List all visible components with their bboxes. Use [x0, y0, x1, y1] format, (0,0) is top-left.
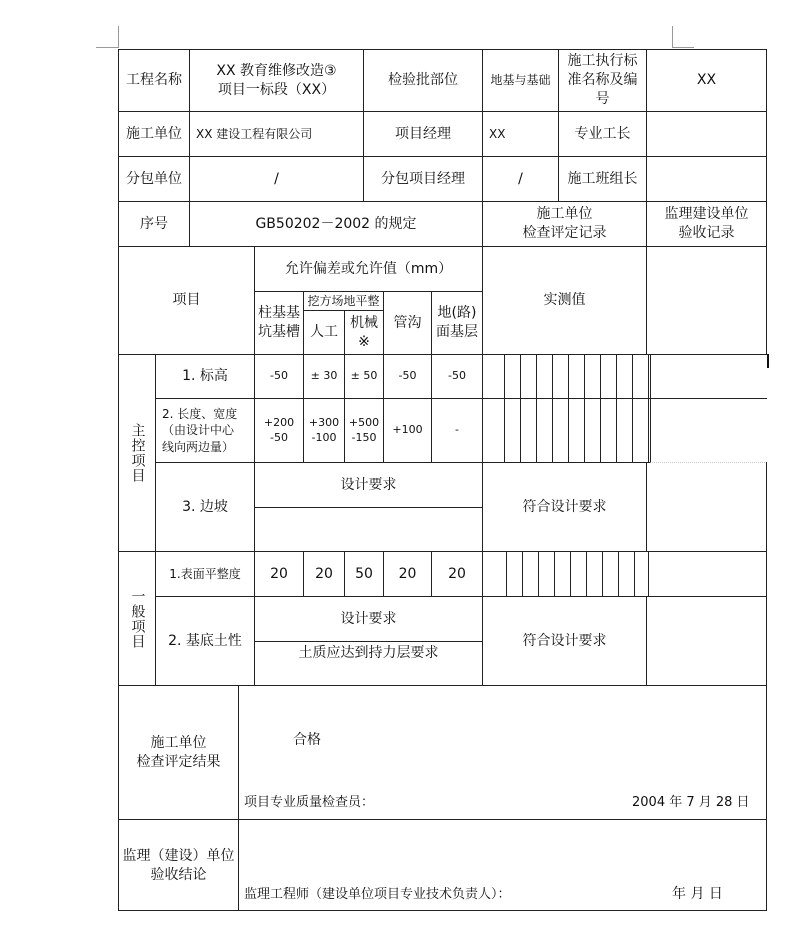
measured-grid-line — [584, 354, 585, 463]
general-items-group-label: 一般项目 — [118, 551, 156, 686]
measured-grid-line — [634, 551, 635, 597]
flatness-accept — [648, 551, 767, 597]
measured-grid-line — [616, 354, 617, 463]
measured-grid-line — [568, 354, 569, 463]
sub-pm-value: / — [482, 156, 559, 202]
flatness-v1: 20 — [254, 551, 304, 597]
length-width-v3: +500 -150 — [344, 398, 384, 463]
flatness-v4: 20 — [383, 551, 432, 597]
slope-requirement: 设计要求 — [254, 462, 483, 508]
measured-grid-line — [618, 551, 619, 597]
crop-mark — [672, 26, 673, 48]
measured-grid-line — [586, 551, 587, 597]
slope-name: 3. 边坡 — [155, 462, 255, 552]
length-width-v5: - — [431, 398, 483, 463]
team-leader-value — [646, 156, 767, 202]
sub-value: / — [189, 156, 364, 202]
measured-grid-line — [538, 551, 539, 597]
measured-grid-line — [554, 551, 555, 597]
foreman-value — [646, 111, 767, 157]
standard-label: 施工执行标 准名称及编 号 — [558, 49, 647, 112]
check-label: 施工单位 检查评定记录 — [482, 201, 647, 247]
main-items-group-label: 主控项目 — [118, 354, 156, 552]
soil-accept — [646, 596, 767, 686]
length-width-v1: +200 -50 — [254, 398, 304, 463]
crop-mark — [96, 47, 118, 48]
standard-value: XX — [646, 49, 767, 112]
crop-mark — [118, 26, 119, 48]
col-manual: 人工 — [303, 310, 345, 355]
result-label: 施工单位 检查评定结果 — [118, 685, 239, 820]
length-width-accept — [650, 398, 767, 463]
measured-grid-line — [536, 354, 537, 463]
inspection-part-value: 地基与基础 — [482, 49, 559, 112]
result-date: 2004 年 7 月 28 日 — [632, 795, 750, 810]
elevation-name: 1. 标高 — [155, 354, 255, 399]
col-road: 地(路) 面基层 — [431, 291, 483, 355]
measured-grid-line — [520, 354, 521, 463]
spec-label: GB50202－2002 的规定 — [189, 201, 483, 247]
measured-grid-line — [522, 551, 523, 597]
elevation-accept — [650, 354, 767, 399]
margin-marker — [767, 354, 769, 368]
soil-requirement-detail: 土质应达到持力层要求 — [254, 641, 483, 686]
result-value: 合格 — [293, 732, 321, 748]
col-pipe: 管沟 — [383, 291, 432, 355]
team-leader-label: 施工班组长 — [558, 156, 647, 202]
fill-label: 挖方场地平整 — [303, 291, 384, 311]
length-width-name: 2. 长度、宽度 （由设计中心 线向两边量） — [155, 398, 255, 463]
col-machine: 机械 ※ — [344, 310, 384, 355]
supervision-date: 年 月 日 — [672, 886, 723, 902]
flatness-name: 1.表面平整度 — [155, 551, 255, 597]
project-name-value: XX 教育维修改造③ 项目一标段（XX） — [189, 49, 364, 112]
col-pit: 柱基基 坑基槽 — [254, 291, 304, 355]
accept-label: 监理建设单位 验收记录 — [646, 201, 767, 247]
inspection-part-label: 检验批部位 — [363, 49, 483, 112]
length-width-measured — [482, 398, 651, 463]
supervision-label: 监理（建设）单位 验收结论 — [118, 819, 239, 911]
seq-label: 序号 — [118, 201, 190, 247]
elevation-v5: -50 — [431, 354, 483, 399]
pm-label: 项目经理 — [363, 111, 483, 157]
slope-accept — [646, 462, 767, 552]
engineer-label: 监理工程师（建设单位项目专业技术负责人）： — [244, 887, 511, 902]
flatness-v3: 50 — [344, 551, 384, 597]
elevation-v2: ± 30 — [303, 354, 345, 399]
flatness-v2: 20 — [303, 551, 345, 597]
crop-mark — [672, 47, 694, 48]
soil-name: 2. 基底土性 — [155, 596, 255, 686]
measured-grid-line — [602, 551, 603, 597]
inspector-label: 项目专业质量检查员： — [244, 795, 375, 810]
length-width-v2: +300 -100 — [303, 398, 345, 463]
measured-grid-line — [570, 551, 571, 597]
contractor-label: 施工单位 — [118, 111, 190, 157]
measured-label: 实测值 — [482, 246, 647, 355]
elevation-measured — [482, 354, 651, 399]
elevation-v3: ± 50 — [344, 354, 384, 399]
measured-grid-line — [552, 354, 553, 463]
item-label: 项目 — [118, 246, 255, 355]
contractor-value: XX 建设工程有限公司 — [189, 111, 364, 157]
measured-grid-line — [632, 354, 633, 463]
measured-grid-line — [600, 354, 601, 463]
elevation-v4: -50 — [383, 354, 432, 399]
tolerance-label: 允许偏差或允许值（mm） — [254, 246, 483, 292]
pm-value: XX — [482, 111, 559, 157]
measured-grid-line — [506, 551, 507, 597]
flatness-v5: 20 — [431, 551, 483, 597]
measured-grid-line — [504, 354, 505, 463]
bottom-line — [118, 910, 767, 911]
soil-requirement: 设计要求 — [254, 596, 483, 642]
sub-label: 分包单位 — [118, 156, 190, 202]
foreman-label: 专业工长 — [558, 111, 647, 157]
length-width-v4: +100 — [383, 398, 432, 463]
slope-requirement-detail — [254, 507, 483, 552]
project-name-label: 工程名称 — [118, 49, 190, 112]
measured-grid-line — [648, 354, 649, 463]
slope-result: 符合设计要求 — [482, 462, 647, 552]
soil-result: 符合设计要求 — [482, 596, 647, 686]
flatness-measured — [482, 551, 649, 597]
elevation-v1: -50 — [254, 354, 304, 399]
sub-pm-label: 分包项目经理 — [363, 156, 483, 202]
accept-blank — [646, 246, 767, 355]
